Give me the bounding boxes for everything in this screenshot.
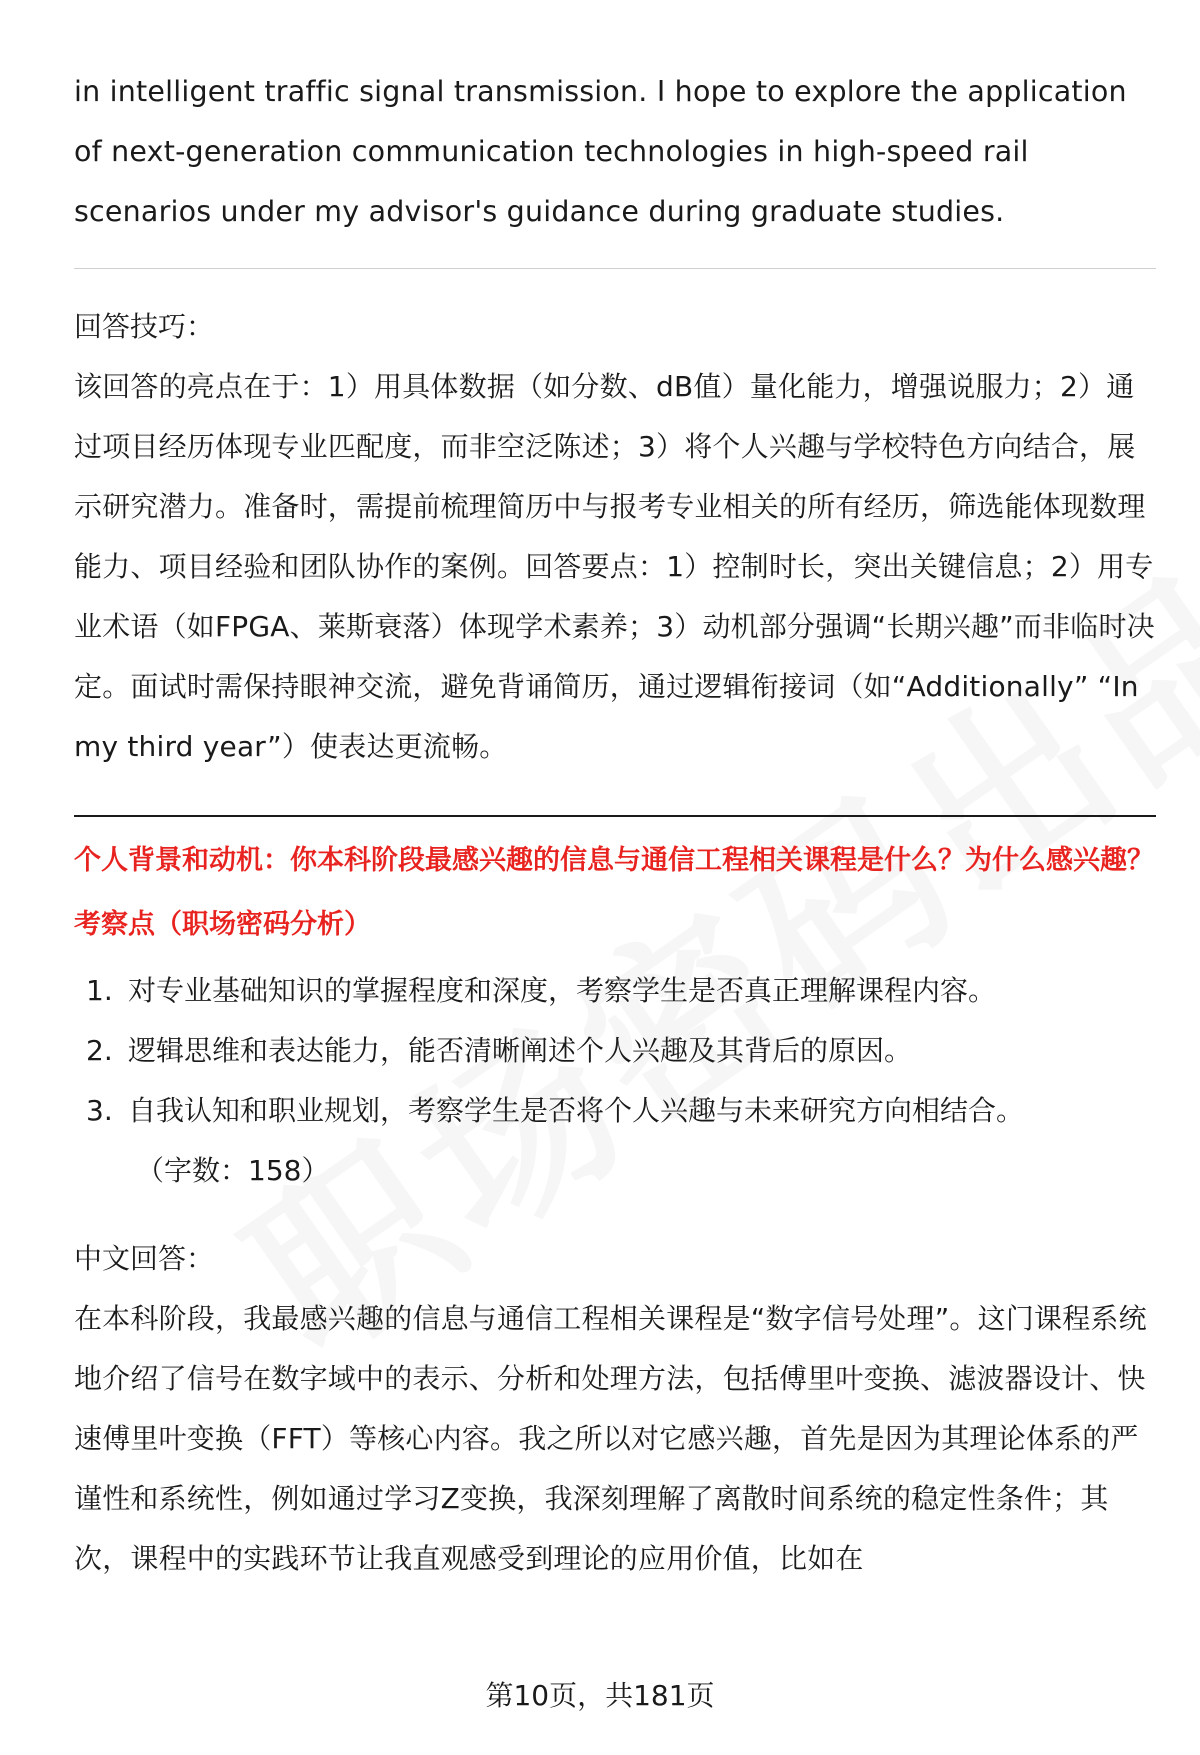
question-title: 个人背景和动机：你本科阶段最感兴趣的信息与通信工程相关课程是什么？为什么感兴趣？ bbox=[74, 845, 1154, 876]
chinese-answer-label: 中文回答： bbox=[74, 1242, 215, 1275]
document-page bbox=[74, 62, 1156, 1589]
tips-label: 回答技巧： bbox=[74, 310, 215, 343]
intro-paragraph-en: in intelligent traffic signal transmission. I hope to explore the application of next-generation communication technologies in high-speed rail scenarios under my advisor's guidance during graduate studies. bbox=[74, 75, 1127, 228]
list-item-number: 3. bbox=[86, 1094, 113, 1127]
list-item bbox=[74, 961, 1156, 1021]
list-item-number: 1. bbox=[86, 974, 113, 1007]
section-divider-thick bbox=[74, 815, 1156, 817]
section-divider-thin bbox=[74, 268, 1156, 269]
page-number-footer: 第10页，共181页 bbox=[485, 1679, 715, 1712]
tips-paragraph: 该回答的亮点在于：1）用具体数据（如分数、dB值）量化能力，增强说服力；2）通过项目经历体现专业匹配度，而非空泛陈述；3）将个人兴趣与学校特色方向结合，展示研究潜力。准备时，需提前梳理简历中与报考专业相关的所有经历，筛选能体现数理能力、项目经验和团队协作的案例。回答要点：1）控制时长，突出关键信息；2）用专业术语（如FPGA、莱斯衰落）体现学术素养；3）动机部分强调“长期兴趣”而非临时决定。面试时需保持眼神交流，避免背诵简历，通过逻辑衔接词（如“Additionally” “In my third year”）使表达更流畅。 bbox=[74, 370, 1155, 763]
assessment-points-list bbox=[74, 961, 1156, 1141]
chinese-answer-paragraph: 在本科阶段，我最感兴趣的信息与通信工程相关课程是“数字信号处理”。这门课程系统地介绍了信号在数字域中的表示、分析和处理方法，包括傅里叶变换、滤波器设计、快速傅里叶变换（FFT）等核心内容。我之所以对它感兴趣，首先是因为其理论体系的严谨性和系统性，例如通过学习Z变换，我深刻理解了离散时间系统的稳定性条件；其次，课程中的实践环节让我直观感受到理论的应用价值，比如在 bbox=[74, 1302, 1147, 1575]
word-count: （字数：158） bbox=[136, 1154, 330, 1187]
list-item bbox=[74, 1021, 1156, 1081]
list-item-number: 2. bbox=[86, 1034, 113, 1067]
list-item-text: 逻辑思维和表达能力，能否清晰阐述个人兴趣及其背后的原因。 bbox=[128, 1034, 913, 1067]
list-item-text: 自我认知和职业规划，考察学生是否将个人兴趣与未来研究方向相结合。 bbox=[128, 1094, 1025, 1127]
assessment-points-title: 考察点（职场密码分析） bbox=[74, 909, 371, 940]
list-item bbox=[74, 1081, 1156, 1141]
list-item-text: 对专业基础知识的掌握程度和深度，考察学生是否真正理解课程内容。 bbox=[128, 974, 997, 1007]
